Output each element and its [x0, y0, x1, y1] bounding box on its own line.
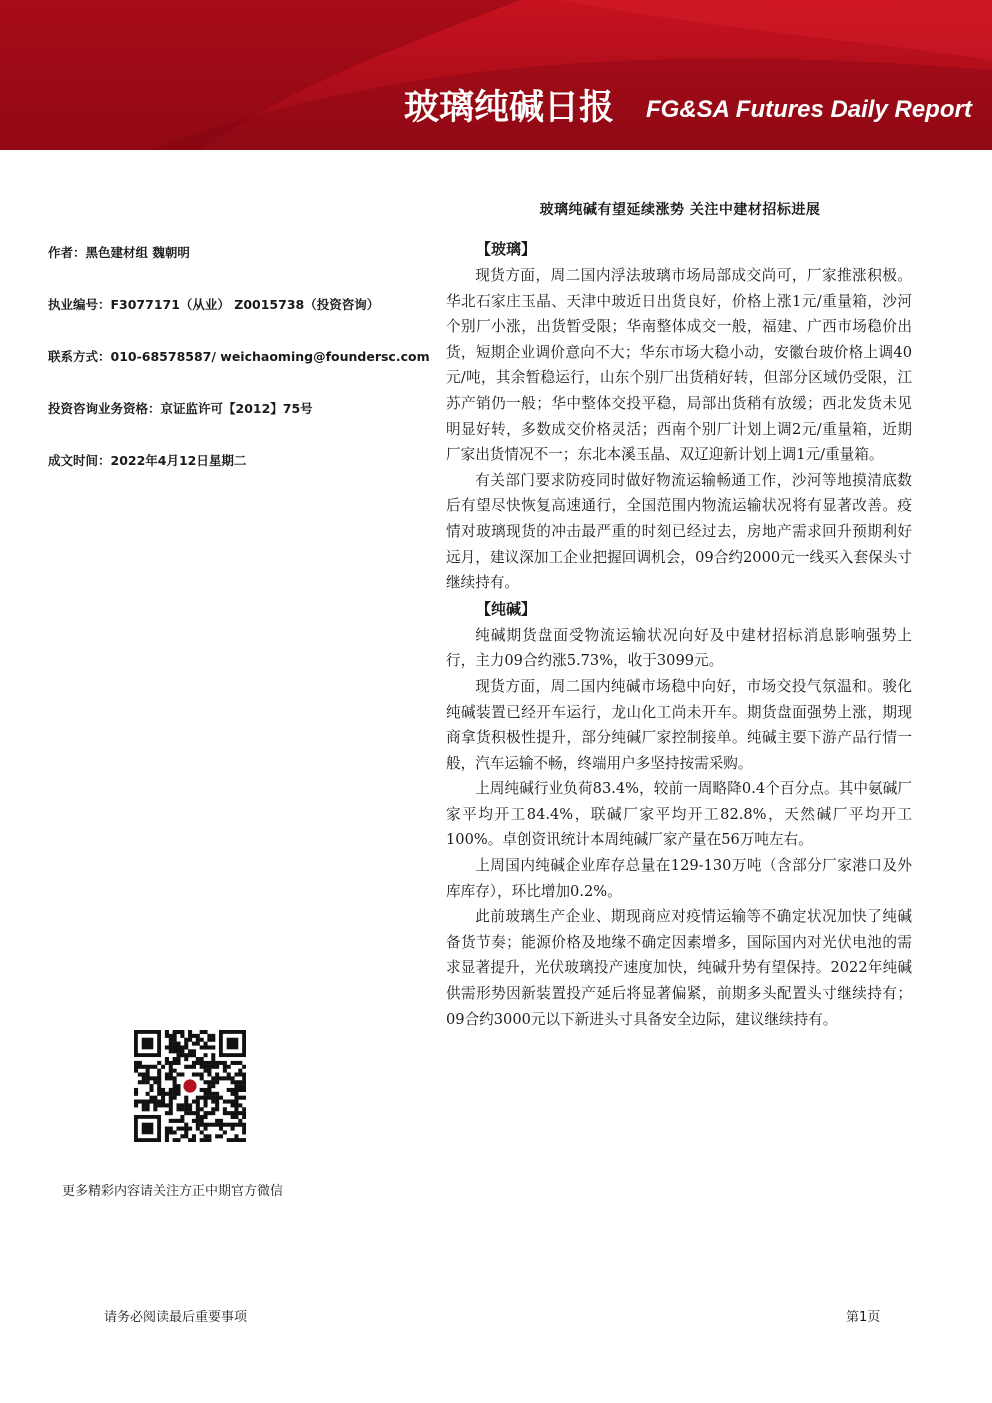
section-heading-glass: 【玻璃】: [476, 240, 537, 258]
license-number: 执业编号：F3077171（从业） Z0015738（投资咨询）: [48, 297, 380, 312]
article-title: 玻璃纯碱有望延续涨势 关注中建材招标进展: [539, 202, 821, 218]
soda-ash-paragraph: 现货方面，周二国内纯碱市场稳中向好，市场交投气氛温和。骏化纯碱装置已经开车运行，龙山化工尚未开车。期货盘面强势上涨，期现商拿货积极性提升，部分纯碱厂家控制接单。纯碱主要下游产品行情一般，汽车运输不畅，终端用户多坚持按需采购。: [446, 677, 912, 772]
glass-paragraph: 现货方面，周二国内浮法玻璃市场局部成交尚可，厂家推涨积极。华北石家庄玉晶、天津中玻近日出货良好，价格上涨1元/重量箱，沙河个别厂小涨，出货暂受限；华南整体成交一般，福建、广西市场稳价出货，短期企业调价意向不大；华东市场大稳小动，安徽台玻价格上调40元/吨，其余暂稳运行，山东个别厂出货稍好转，但部分区域仍受限，江苏产销仍一般；华中整体交投平稳，局部出货稍有放缓；西北发货未见明显好转，多数成交价格灵活；西南个别厂计划上调2元/重量箱，近期厂家出货情况不一；东北本溪玉晶、双辽迎新计划上调1元/重量箱。: [446, 267, 912, 464]
qr-caption: 更多精彩内容请关注方正中期官方微信: [62, 1184, 284, 1199]
qr-code-icon: [134, 1030, 246, 1142]
article-body: [446, 236, 912, 1032]
soda-ash-paragraph: 上周国内纯碱企业库存总量在129-130万吨（含部分厂家港口及外库库存），环比增加0.2%。: [446, 857, 912, 900]
section-heading-soda-ash: 【纯碱】: [476, 599, 537, 618]
author-info: [48, 238, 448, 498]
header-banner: [0, 0, 992, 150]
author: 作者：黑色建材组 魏朝明: [48, 245, 190, 260]
footer-notice: 请务必阅读最后重要事项: [104, 1310, 248, 1325]
soda-ash-paragraph: 上周纯碱行业负荷83.4%，较前一周略降0.4个百分点。其中氨碱厂家平均开工84.4%，联碱厂家平均开工82.8%，天然碱厂平均开工100%。卓创资讯统计本周纯碱厂家产量在56万吨左右。: [446, 780, 912, 849]
page-number: 第1页: [846, 1310, 881, 1325]
qualification: 投资咨询业务资格：京证监许可【2012】75号: [48, 401, 313, 416]
report-title-en: FG&SA Futures Daily Report: [646, 96, 972, 123]
report-title-cn: 玻璃纯碱日报: [404, 88, 615, 128]
soda-ash-paragraph: 此前玻璃生产企业、期现商应对疫情运输等不确定状况加快了纯碱备货节奏；能源价格及地缘不确定因素增多，国际国内对光伏电池的需求显著提升，光伏玻璃投产速度加快，纯碱升势有望保持。2022年纯碱供需形势因新装置投产延后将显著偏紧，前期多头配置头寸继续持有；09合约3000元以下新进头寸具备安全边际，建议继续持有。: [446, 908, 912, 1028]
contact: 联系方式：010-68578587/ weichaoming@foundersc.com: [48, 349, 430, 364]
report-date: 成文时间：2022年4月12日星期二: [48, 453, 247, 468]
soda-ash-paragraph: 纯碱期货盘面受物流运输状况向好及中建材招标消息影响强势上行，主力09合约涨5.73%，收于3099元。: [446, 626, 912, 670]
glass-paragraph: 有关部门要求防疫同时做好物流运输畅通工作，沙河等地摸清底数后有望尽快恢复高速通行，全国范围内物流运输状况将有显著改善。疫情对玻璃现货的冲击最严重的时刻已经过去，房地产需求回升预期利好远月，建议深加工企业把握回调机会，09合约2000元一线买入套保头寸继续持有。: [446, 471, 912, 592]
